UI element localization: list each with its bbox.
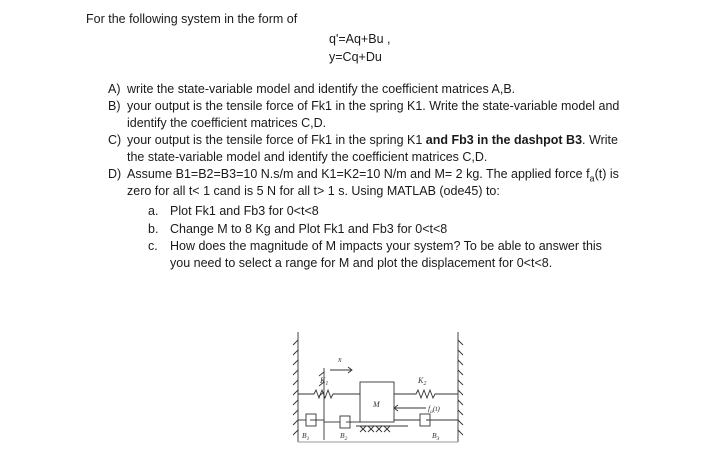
- question-label: B): [108, 99, 121, 113]
- subitem-text: How does the magnitude of M impacts your system? To be able to answer this: [170, 239, 602, 253]
- spring-k2: [394, 390, 458, 398]
- right-wall: [458, 332, 463, 442]
- force-subscript: a: [589, 173, 595, 184]
- intro-text: For the following system in the form of: [86, 12, 298, 26]
- k2-label: $K_2$: [418, 376, 427, 387]
- question-c-cont: the state-variable model and identify the coefficient matrices C,D.: [127, 150, 488, 164]
- mass-spring-damper-diagram: [290, 330, 470, 446]
- question-text: your output is the tensile force of Fk1 in the spring K1: [127, 133, 426, 147]
- question-text-end: (t) is: [594, 167, 619, 181]
- state-equation: q'=Aq+Bu ,: [329, 32, 391, 46]
- question-d-cont: zero for all t< 1 cand is 5 N for all t> 1 s. Using MATLAB (ode45) to:: [127, 184, 500, 198]
- question-text: your output is the tensile force of Fk1 in the spring K1. Write the state-variable model and: [127, 99, 620, 113]
- subitem-label: b.: [148, 222, 159, 236]
- x-arrow: [330, 367, 352, 373]
- subitem-label: a.: [148, 204, 159, 218]
- question-text-end: . Write: [582, 133, 618, 147]
- x-label: x: [338, 355, 342, 364]
- subitem-text: Change M to 8 Kg and Plot Fk1 and Fb3 for 0<t<8: [170, 222, 448, 236]
- dashpot-b3: [394, 414, 458, 426]
- dashpot-b2: [324, 416, 408, 432]
- spring-k1: [298, 390, 360, 398]
- mass-label: M: [373, 400, 380, 409]
- question-c: [108, 132, 618, 148]
- k1-label: $K_1$: [320, 376, 329, 387]
- b3-label: $B_3$: [432, 431, 440, 442]
- question-text: Assume B1=B2=B3=10 N.s/m and K1=K2=10 N/m and M= 2 kg. The applied force f: [127, 167, 590, 181]
- left-wall: [293, 332, 298, 442]
- subitem-c: [148, 238, 602, 254]
- question-a: [108, 81, 515, 97]
- subitem-text: Plot Fk1 and Fb3 for 0<t<8: [170, 204, 319, 218]
- question-b-cont: identify the coefficient matrices C,D.: [127, 116, 327, 130]
- question-label: A): [108, 82, 121, 96]
- subitem-a: [148, 203, 319, 219]
- subitem-label: c.: [148, 239, 158, 253]
- subitem-b: [148, 221, 447, 237]
- question-text: write the state-variable model and identify the coefficient matrices A,B.: [127, 82, 516, 96]
- applied-force-arrow: [394, 405, 426, 411]
- subitem-c-cont: you need to select a range for M and plot the displacement for 0<t<8.: [170, 256, 553, 270]
- question-label: D): [108, 167, 122, 181]
- question-bold-text: and Fb3 in the dashpot B3: [425, 133, 583, 147]
- dashpot-b1: [298, 414, 324, 426]
- b2-label: $B_2$: [340, 431, 348, 442]
- output-equation: y=Cq+Du: [329, 50, 382, 64]
- question-label: C): [108, 133, 122, 147]
- force-label: $f_a(t)$: [428, 404, 440, 415]
- question-b: [108, 98, 619, 114]
- b1-label: $B_1$: [302, 431, 310, 442]
